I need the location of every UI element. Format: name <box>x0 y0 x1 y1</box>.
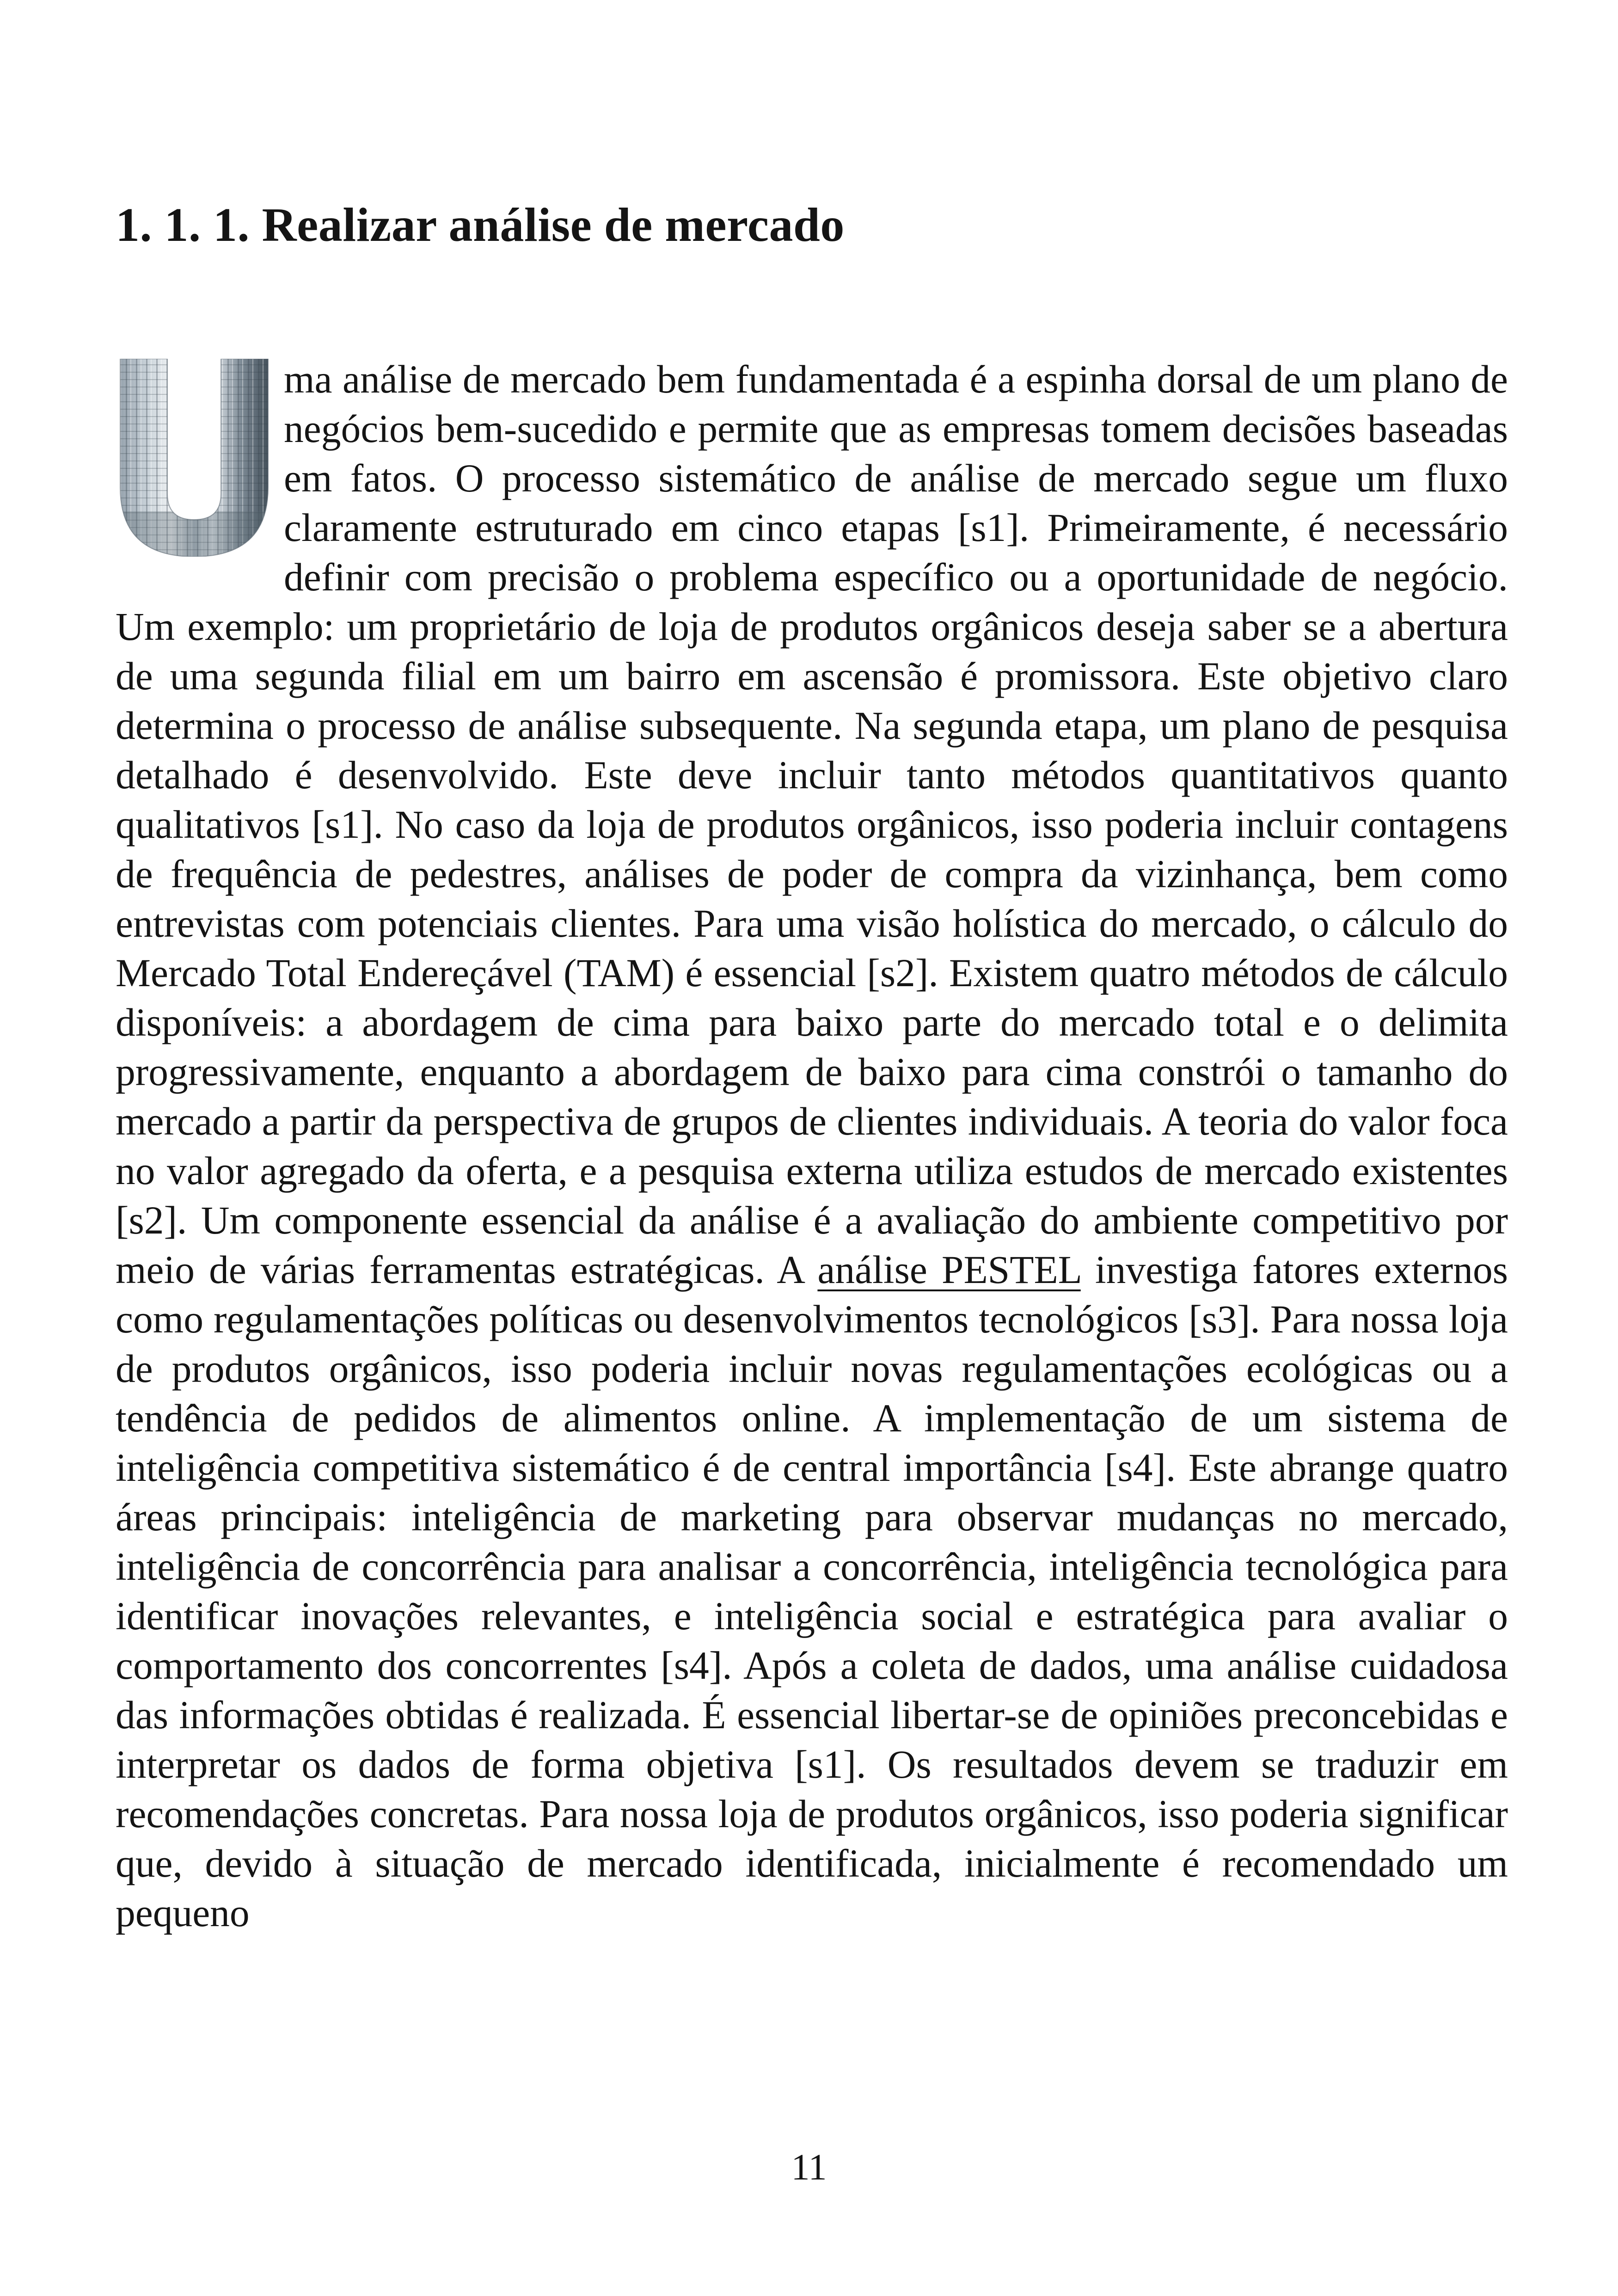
body-paragraph <box>116 355 1508 1938</box>
paragraph-text-part-1: ma análise de mercado bem fundamentada é a espinha dorsal de um plano de negócios bem-sucedido e permite que as empresas tomem decisões baseadas em fatos. O processo sistemático de análise de mercado segue um fluxo claramente estruturado em cinco etapas [s1]. Primeiramente, é necessário definir com precisão o problema específico ou a oportunidade de negócio. Um exemplo: um proprietário de loja de produtos orgânicos deseja saber se a abertura de uma segunda filial em um bairro em ascensão é promissora. Este objetivo claro determina o processo de análise subsequente. Na segunda etapa, um plano de pesquisa detalhado é desenvolvido. Este deve incluir tanto métodos quantitativos quanto qualitativos [s1]. No caso da loja de produtos orgânicos, isso poderia incluir contagens de frequência de pedestres, análises de poder de compra da vizinhança, bem como entrevistas com potenciais clientes. Para uma visão holística do mercado, o cálculo do Mercado Total Endereçável (TAM) é essencial [s2]. Existem quatro métodos de cálculo disponíveis: a abordagem de cima para baixo parte do mercado total e o delimita progressivamente, enquanto a abordagem de baixo para cima constrói o tamanho do mercado a partir da perspectiva de grupos de clientes individuais. A teoria do valor foca no valor agregado da oferta, e a pesquisa externa utiliza estudos de mercado existentes [s2]. Um componente essencial da análise é a avaliação do ambiente competitivo por meio de várias ferramentas estratégicas. A <box>116 358 1508 1292</box>
page-number: 11 <box>791 2147 827 2188</box>
dropcap-letter-image <box>116 359 273 557</box>
paragraph-text-part-2: investiga fatores externos como regulamentações políticas ou desenvolvimentos tecnológicos [s3]. Para nossa loja de produtos orgânicos, isso poderia incluir novas regulamentações ecológicas ou a tendência de pedidos de alimentos online. A implementação de um sistema de inteligência competitiva sistemático é de central importância [s4]. Este abrange quatro áreas principais: inteligência de marketing para observar mudanças no mercado, inteligência de concorrência para analisar a concorrência, inteligência tecnológica para identificar inovações relevantes, e inteligência social e estratégica para avaliar o comportamento dos concorrentes [s4]. Após a coleta de dados, uma análise cuidadosa das informações obtidas é realizada. É essencial libertar-se de opiniões preconcebidas e interpretar os dados de forma objetiva [s1]. Os resultados devem se traduzir em recomendações concretas. Para nossa loja de produtos orgânicos, isso poderia significar que, devido à situação de mercado identificada, inicialmente é recomendado um pequeno <box>116 1248 1508 1935</box>
pestel-analysis-link[interactable]: análise PESTEL <box>817 1248 1081 1292</box>
section-heading: 1. 1. 1. Realizar análise de mercado <box>116 198 845 252</box>
